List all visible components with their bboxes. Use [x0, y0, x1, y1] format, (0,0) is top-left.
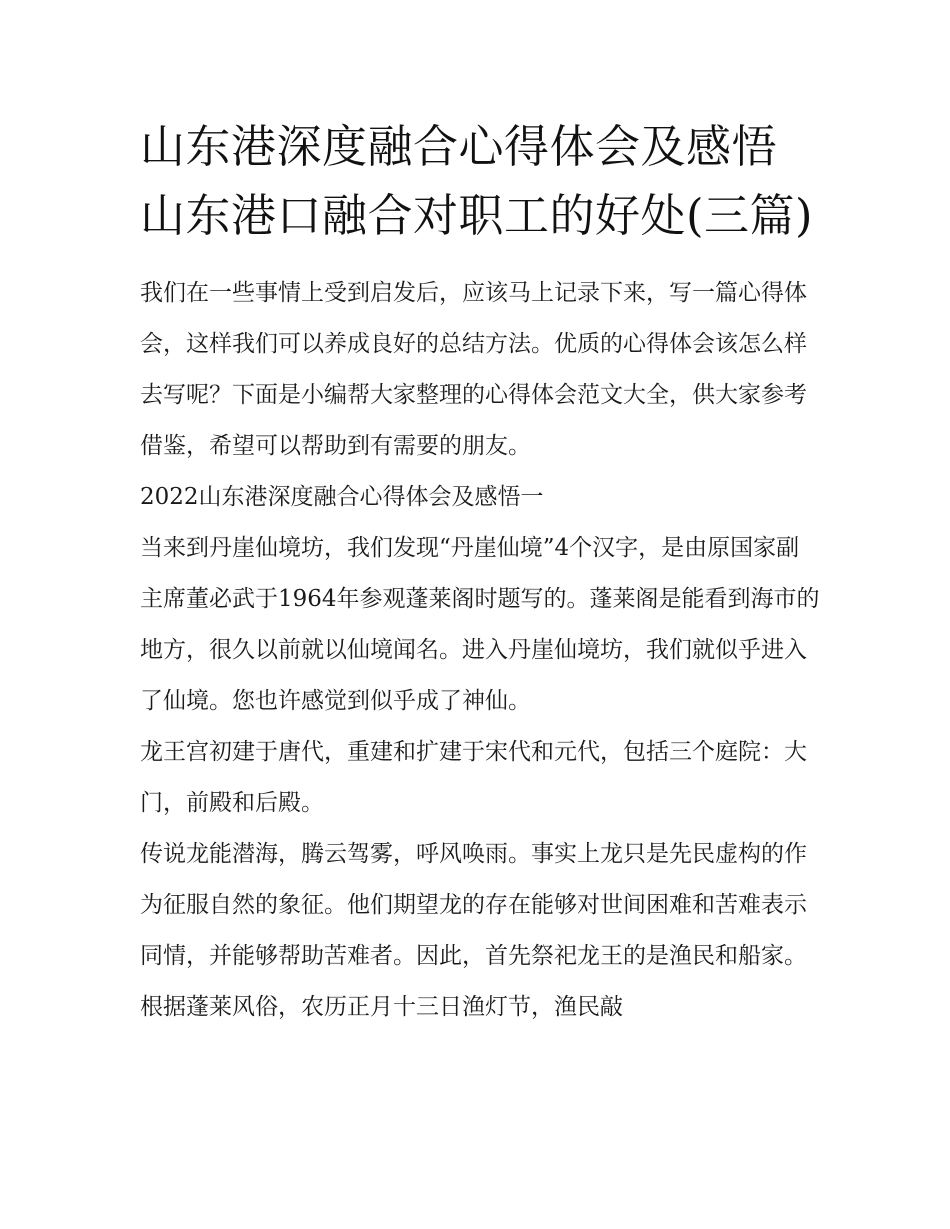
- body-paragraph: 当来到丹崖仙境坊，我们发现“丹崖仙境”4个汉字，是由原国家副主席董必武于1964年参观蓬莱阁时题写的。蓬莱阁是能看到海市的地方，很久以前就以仙境闻名。进入丹崖仙境坊，我们就似乎进入了仙境。您也许感觉到似乎成了神仙。: [140, 535, 820, 714]
- intro-paragraph: 我们在一些事情上受到启发后，应该马上记录下来，写一篇心得体会，这样我们可以养成良好的总结方法。优质的心得体会该怎么样去写呢？下面是小编帮大家整理的心得体会范文大全，供大家参考借鉴，希望可以帮助到有需要的朋友。: [140, 280, 807, 459]
- section-heading: 2022山东港深度融合心得体会及感悟一: [140, 484, 544, 510]
- document-body: [140, 268, 820, 1033]
- body-paragraph: 传说龙能潜海，腾云驾雾，呼风唤雨。事实上龙只是先民虚构的作为征服自然的象征。他们期望龙的存在能够对世间困难和苦难表示同情，并能够帮助苦难者。因此，首先祭祀龙王的是渔民和船家。根据蓬莱风俗，农历正月十三日渔灯节，渔民敲: [140, 841, 807, 1020]
- body-paragraph: 龙王宫初建于唐代，重建和扩建于宋代和元代，包括三个庭院：大门，前殿和后殿。: [140, 739, 807, 816]
- document-title: 山东港深度融合心得体会及感悟 山东港口融合对职工的好处(三篇): [140, 120, 814, 242]
